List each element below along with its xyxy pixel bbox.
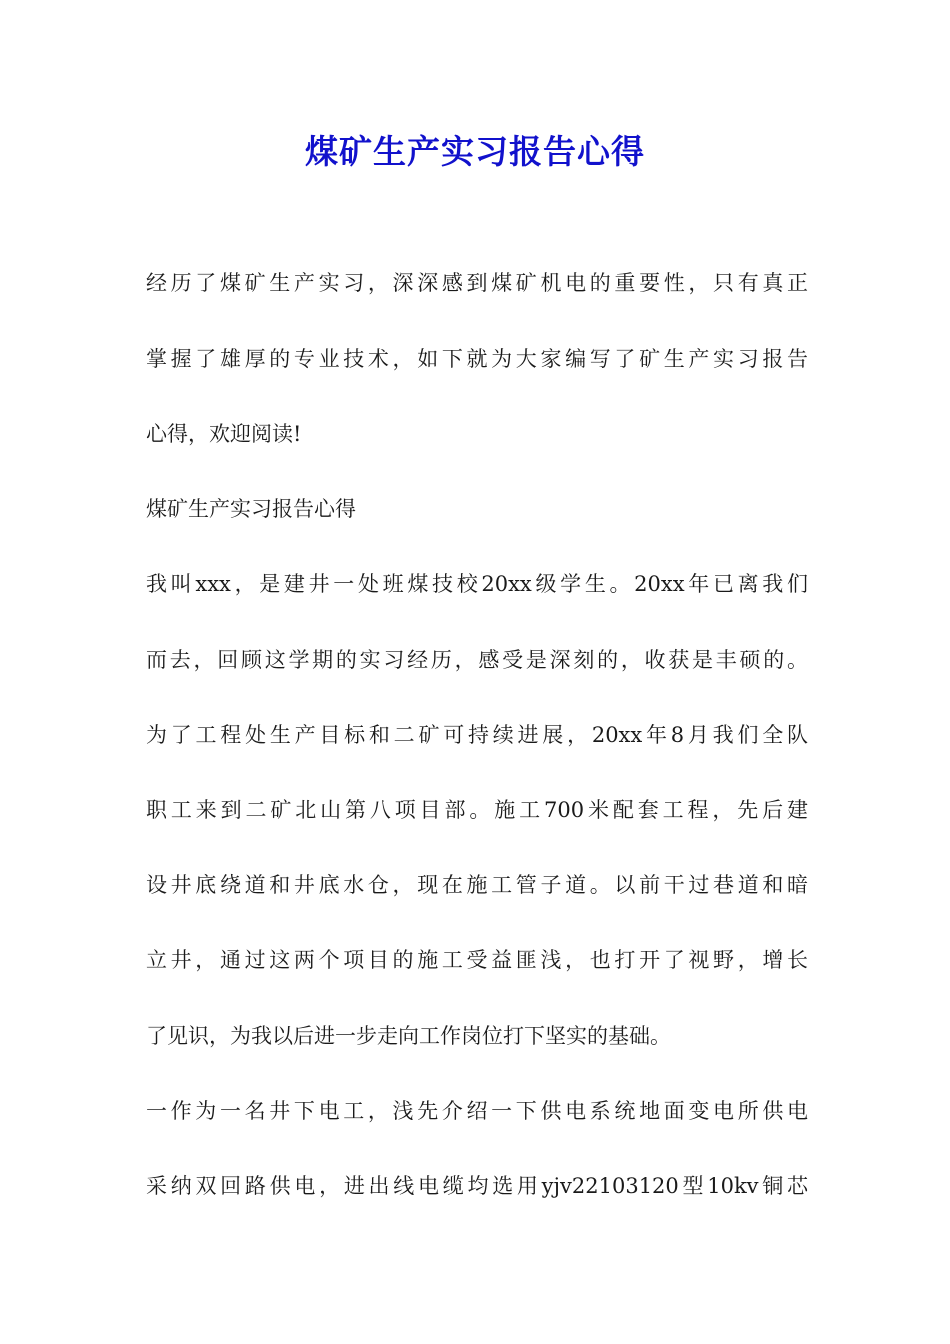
document-title: 煤矿生产实习报告心得 — [305, 132, 645, 171]
paragraph-line: 职工来到二矿北山第八项目部。施工700米配套工程，先后建 — [146, 798, 808, 822]
paragraph-line: 掌握了雄厚的专业技术，如下就为大家编写了矿生产实习报告 — [146, 347, 808, 371]
paragraph-line: 经历了煤矿生产实习，深深感到煤矿机电的重要性，只有真正 — [146, 271, 808, 295]
section-heading: 煤矿生产实习报告心得 — [146, 497, 356, 521]
paragraph-line: 我叫xxx，是建井一处班煤技校20xx级学生。20xx年已离我们 — [146, 572, 808, 596]
paragraph-line: 采纳双回路供电，进出线电缆均选用yjv22103120型10kv铜芯 — [146, 1174, 808, 1198]
paragraph-line: 一作为一名井下电工，浅先介绍一下供电系统地面变电所供电 — [146, 1099, 808, 1123]
paragraph-line: 为了工程处生产目标和二矿可持续进展，20xx年8月我们全队 — [146, 723, 808, 747]
paragraph-line: 了见识，为我以后进一步走向工作岗位打下坚实的基础。 — [146, 1024, 671, 1048]
paragraph-line: 设井底绕道和井底水仓，现在施工管子道。以前干过巷道和暗 — [146, 873, 808, 897]
paragraph-line: 而去，回顾这学期的实习经历，感受是深刻的，收获是丰硕的。 — [146, 648, 808, 672]
paragraph-line: 立井，通过这两个项目的施工受益匪浅，也打开了视野，增长 — [146, 948, 808, 972]
paragraph-line: 心得，欢迎阅读! — [146, 422, 302, 446]
